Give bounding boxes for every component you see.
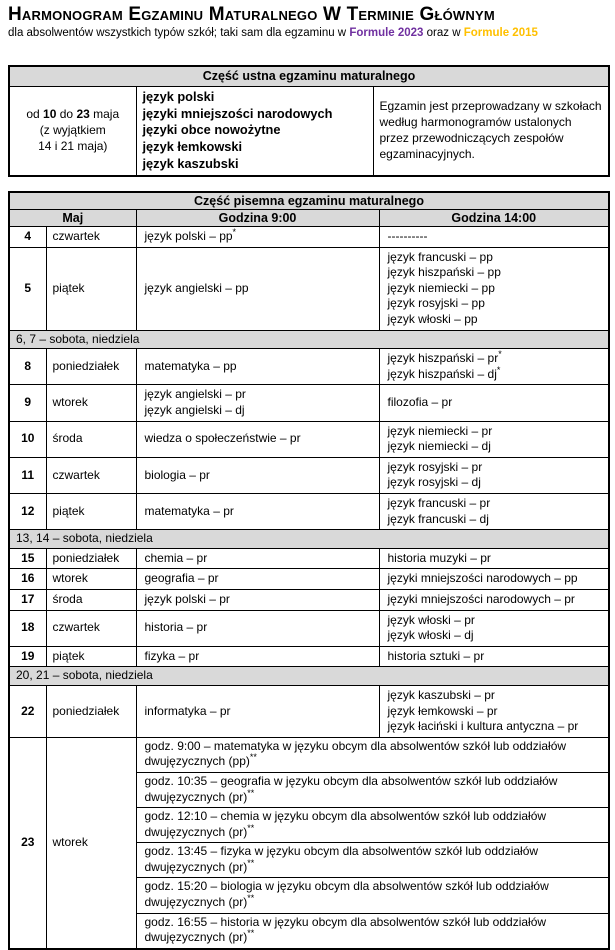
weekend-separator-row [9,330,609,349]
exam-entry: język polski – pr [144,591,230,606]
exam-entry: fizyka – pr [144,648,200,663]
weekend-separator-label: 13, 14 – sobota, niedziela [9,530,609,549]
exam-day-row [9,548,609,569]
footnote-marker: ** [247,928,255,939]
day-number: 16 [9,569,46,590]
date-from-day: 10 [43,107,57,122]
morning-exams-cell [136,421,379,457]
oral-table-header-row [9,66,609,86]
afternoon-exams-cell [379,494,609,530]
weekday-name: czwartek [46,610,136,646]
afternoon-exams-cell [379,610,609,646]
oral-date-cell [9,86,136,176]
exam-entry: godz. 15:20 – biologia w języku obcym dla absolwentów szkół lub oddziałów dwujęzycznych (pr)** [144,879,549,910]
exam-entry: chemia – pr [144,550,208,565]
exam-entry: historia muzyki – pr [387,550,491,565]
exam-entry: język niemiecki – dj [387,439,491,454]
afternoon-exams-cell [379,385,609,421]
date-month: maja [93,107,120,122]
afternoon-exams-cell [379,569,609,590]
weekday-name: piątek [46,494,136,530]
exam-entry: godz. 9:00 – matematyka w języku obcym dla absolwentów szkół lub oddziałów dwujęzycznych (pp)** [144,738,567,769]
weekday-name: wtorek [46,737,136,949]
oral-table-title: Część ustna egzaminu maturalnego [9,66,609,86]
weekday-name: wtorek [46,569,136,590]
exam-entry: matematyka – pr [144,503,234,518]
oral-subject: język polski [142,88,215,104]
weekday-name: środa [46,589,136,610]
oral-date-range [12,107,134,123]
exam-entry: języki mniejszości narodowych – pp [387,571,578,586]
exam-entry: język polski – pp* [144,227,237,244]
oral-subject: języki mniejszości narodowych [142,105,333,121]
oral-subject: języki obce nowożytne [142,122,281,138]
morning-exams-cell [136,589,379,610]
written-table-body [9,227,609,949]
footnote-marker: ** [247,787,255,798]
afternoon-exams-cell [379,457,609,493]
exam-entry: język włoski – dj [387,628,474,643]
exam-entry: geografia – pr [144,571,219,586]
afternoon-exams-cell [379,685,609,737]
day-number: 10 [9,421,46,457]
exam-entry: filozofia – pr [387,395,453,410]
day-number: 9 [9,385,46,421]
exam-entry: język francuski – pp [387,249,493,264]
exam-entry: język łemkowski – pr [387,703,498,718]
day-number: 8 [9,349,46,385]
weekday-name: czwartek [46,457,136,493]
day-number: 12 [9,494,46,530]
exam-entry: wiedza o społeczeństwie – pr [144,431,301,446]
exam-entry: informatyka – pr [144,703,231,718]
oral-subjects-cell [136,86,373,176]
column-header-afternoon: Godzina 14:00 [379,210,609,227]
exam-entry: język niemiecki – pr [387,423,493,438]
exam-day-row [9,247,609,330]
page-subtitle [8,27,608,40]
afternoon-exams-cell [379,646,609,667]
morning-exams-cell [136,569,379,590]
morning-exams-cell [136,227,379,248]
weekend-separator-row [9,667,609,686]
morning-exams-cell [136,349,379,385]
footnote-marker: * [496,364,501,375]
day-number: 11 [9,457,46,493]
exam-entry: ---------- [387,229,428,244]
morning-exams-cell [136,610,379,646]
subtitle-prefix: dla absolwentów wszystkich typów szkół; taki sam dla egzaminu w [8,26,350,39]
weekday-name: piątek [46,247,136,330]
timed-exam-cell [136,772,609,807]
day-number: 19 [9,646,46,667]
date-from-label: od [26,107,40,122]
date-to-label: do [59,107,74,122]
timed-exam-cell [136,808,609,843]
timed-exam-cell [136,913,609,949]
written-table-header-row [9,192,609,210]
timed-exam-cell [136,878,609,913]
footnote-marker: ** [247,822,255,833]
weekday-name: wtorek [46,385,136,421]
exam-entry: godz. 16:55 – historia w języku obcym dla absolwentów szkół lub oddziałów dwujęzycznych (pr)** [144,914,547,945]
afternoon-exams-cell [379,421,609,457]
afternoon-exams-cell [379,349,609,385]
formula-2015-label: Formule 2015 [463,26,538,39]
day-number: 18 [9,610,46,646]
weekday-name: piątek [46,646,136,667]
exam-day-row [9,610,609,646]
weekday-name: poniedziałek [46,685,136,737]
morning-exams-cell [136,646,379,667]
exam-day-row [9,457,609,493]
exam-entry: biologia – pr [144,467,210,482]
exam-entry: język rosyjski – pp [387,296,485,311]
column-header-morning: Godzina 9:00 [136,210,379,227]
morning-exams-cell [136,457,379,493]
exam-entry: język rosyjski – pr [387,459,483,474]
exam-day-row [9,385,609,421]
written-column-header-row [9,210,609,227]
exam-entry: matematyka – pp [144,359,237,374]
column-header-may: Maj [9,210,136,227]
morning-exams-cell [136,548,379,569]
exam-day-row [9,349,609,385]
day-number: 17 [9,589,46,610]
weekend-separator-row [9,530,609,549]
exam-day-row [9,589,609,610]
afternoon-exams-cell [379,227,609,248]
oral-subject: język łemkowski [142,139,243,155]
weekday-name: czwartek [46,227,136,248]
weekend-separator-label: 20, 21 – sobota, niedziela [9,667,609,686]
oral-info-cell: Egzamin jest przeprowadzany w szkołach według harmonogramów ustalonych przez przewodniczących zespołów egzaminacyjnych. [373,86,609,176]
exam-entry: godz. 12:10 – chemia w języku obcym dla absolwentów szkół lub oddziałów dwujęzycznych (pr)** [144,809,547,839]
exam-entry: język włoski – pr [387,612,475,627]
weekday-name: poniedziałek [46,349,136,385]
timed-exam-cell [136,737,609,772]
exam-entry: godz. 13:45 – fizyka w języku obcym dla absolwentów szkół lub oddziałów dwujęzycznych (pr)** [144,844,539,874]
exam-entry: historia sztuki – pr [387,648,485,663]
exam-entry: język francuski – pr [387,496,491,511]
oral-date-exception-line1: (z wyjątkiem [39,122,106,137]
footnote-marker: * [232,227,237,238]
afternoon-exams-cell [379,247,609,330]
formula-2023-label: Formule 2023 [349,26,424,39]
subtitle-connector: oraz w [423,26,464,39]
exam-day-row [9,685,609,737]
exam-entry: język włoski – pp [387,312,478,327]
exam-entry: język francuski – dj [387,511,489,526]
footnote-marker: * [498,349,502,360]
exam-entry: język angielski – dj [144,403,245,418]
exam-entry: godz. 10:35 – geografia w języku obcym dla absolwentów szkół lub oddziałów dwujęzycznych (pr)** [144,773,558,804]
morning-exams-cell [136,494,379,530]
afternoon-exams-cell [379,589,609,610]
exam-day-row [9,494,609,530]
written-exam-table [8,191,610,950]
exam-day-row [9,421,609,457]
exam-entry: język niemiecki – pp [387,280,495,295]
footnote-marker: ** [247,893,255,904]
date-to-day: 23 [76,107,90,122]
weekday-name: poniedziałek [46,548,136,569]
footnote-marker: ** [247,857,255,868]
morning-exams-cell [136,385,379,421]
page-title: Harmonogram Egzaminu Maturalnego W Terminie Głównym [8,4,495,25]
day-number: 23 [9,737,46,949]
day-number: 22 [9,685,46,737]
morning-exams-cell [136,247,379,330]
document-header [8,5,608,40]
footnote-marker: ** [249,752,257,763]
afternoon-exams-cell [379,548,609,569]
oral-table-content-row [9,86,609,176]
oral-subject: język kaszubski [142,156,239,172]
day-number: 5 [9,247,46,330]
exam-entry: język angielski – pp [144,280,249,295]
exam-entry: język kaszubski – pr [387,687,495,702]
day-number: 4 [9,227,46,248]
weekend-separator-label: 6, 7 – sobota, niedziela [9,330,609,349]
exam-entry: język angielski – pr [144,387,246,402]
exam-entry: język hiszpański – pp [387,265,501,280]
exam-day-row [9,227,609,248]
exam-day-row [9,569,609,590]
day-number: 15 [9,548,46,569]
exam-entry: język hiszpański – pr* [387,349,502,366]
exam-day-row [9,646,609,667]
weekday-name: środa [46,421,136,457]
exam-entry: języki mniejszości narodowych – pr [387,591,575,606]
exam-entry: język łaciński i kultura antyczna – pr [387,719,579,734]
written-table-title: Część pisemna egzaminu maturalnego [9,192,609,210]
oral-date-exception-line2: 14 i 21 maja) [38,138,108,153]
exam-entry: język rosyjski – dj [387,475,481,490]
oral-exam-table [8,65,610,177]
morning-exams-cell [136,685,379,737]
exam-entry: historia – pr [144,620,208,635]
exam-entry: język hiszpański – dj* [387,364,501,381]
exam-slot-row [9,737,609,772]
timed-exam-cell [136,843,609,878]
